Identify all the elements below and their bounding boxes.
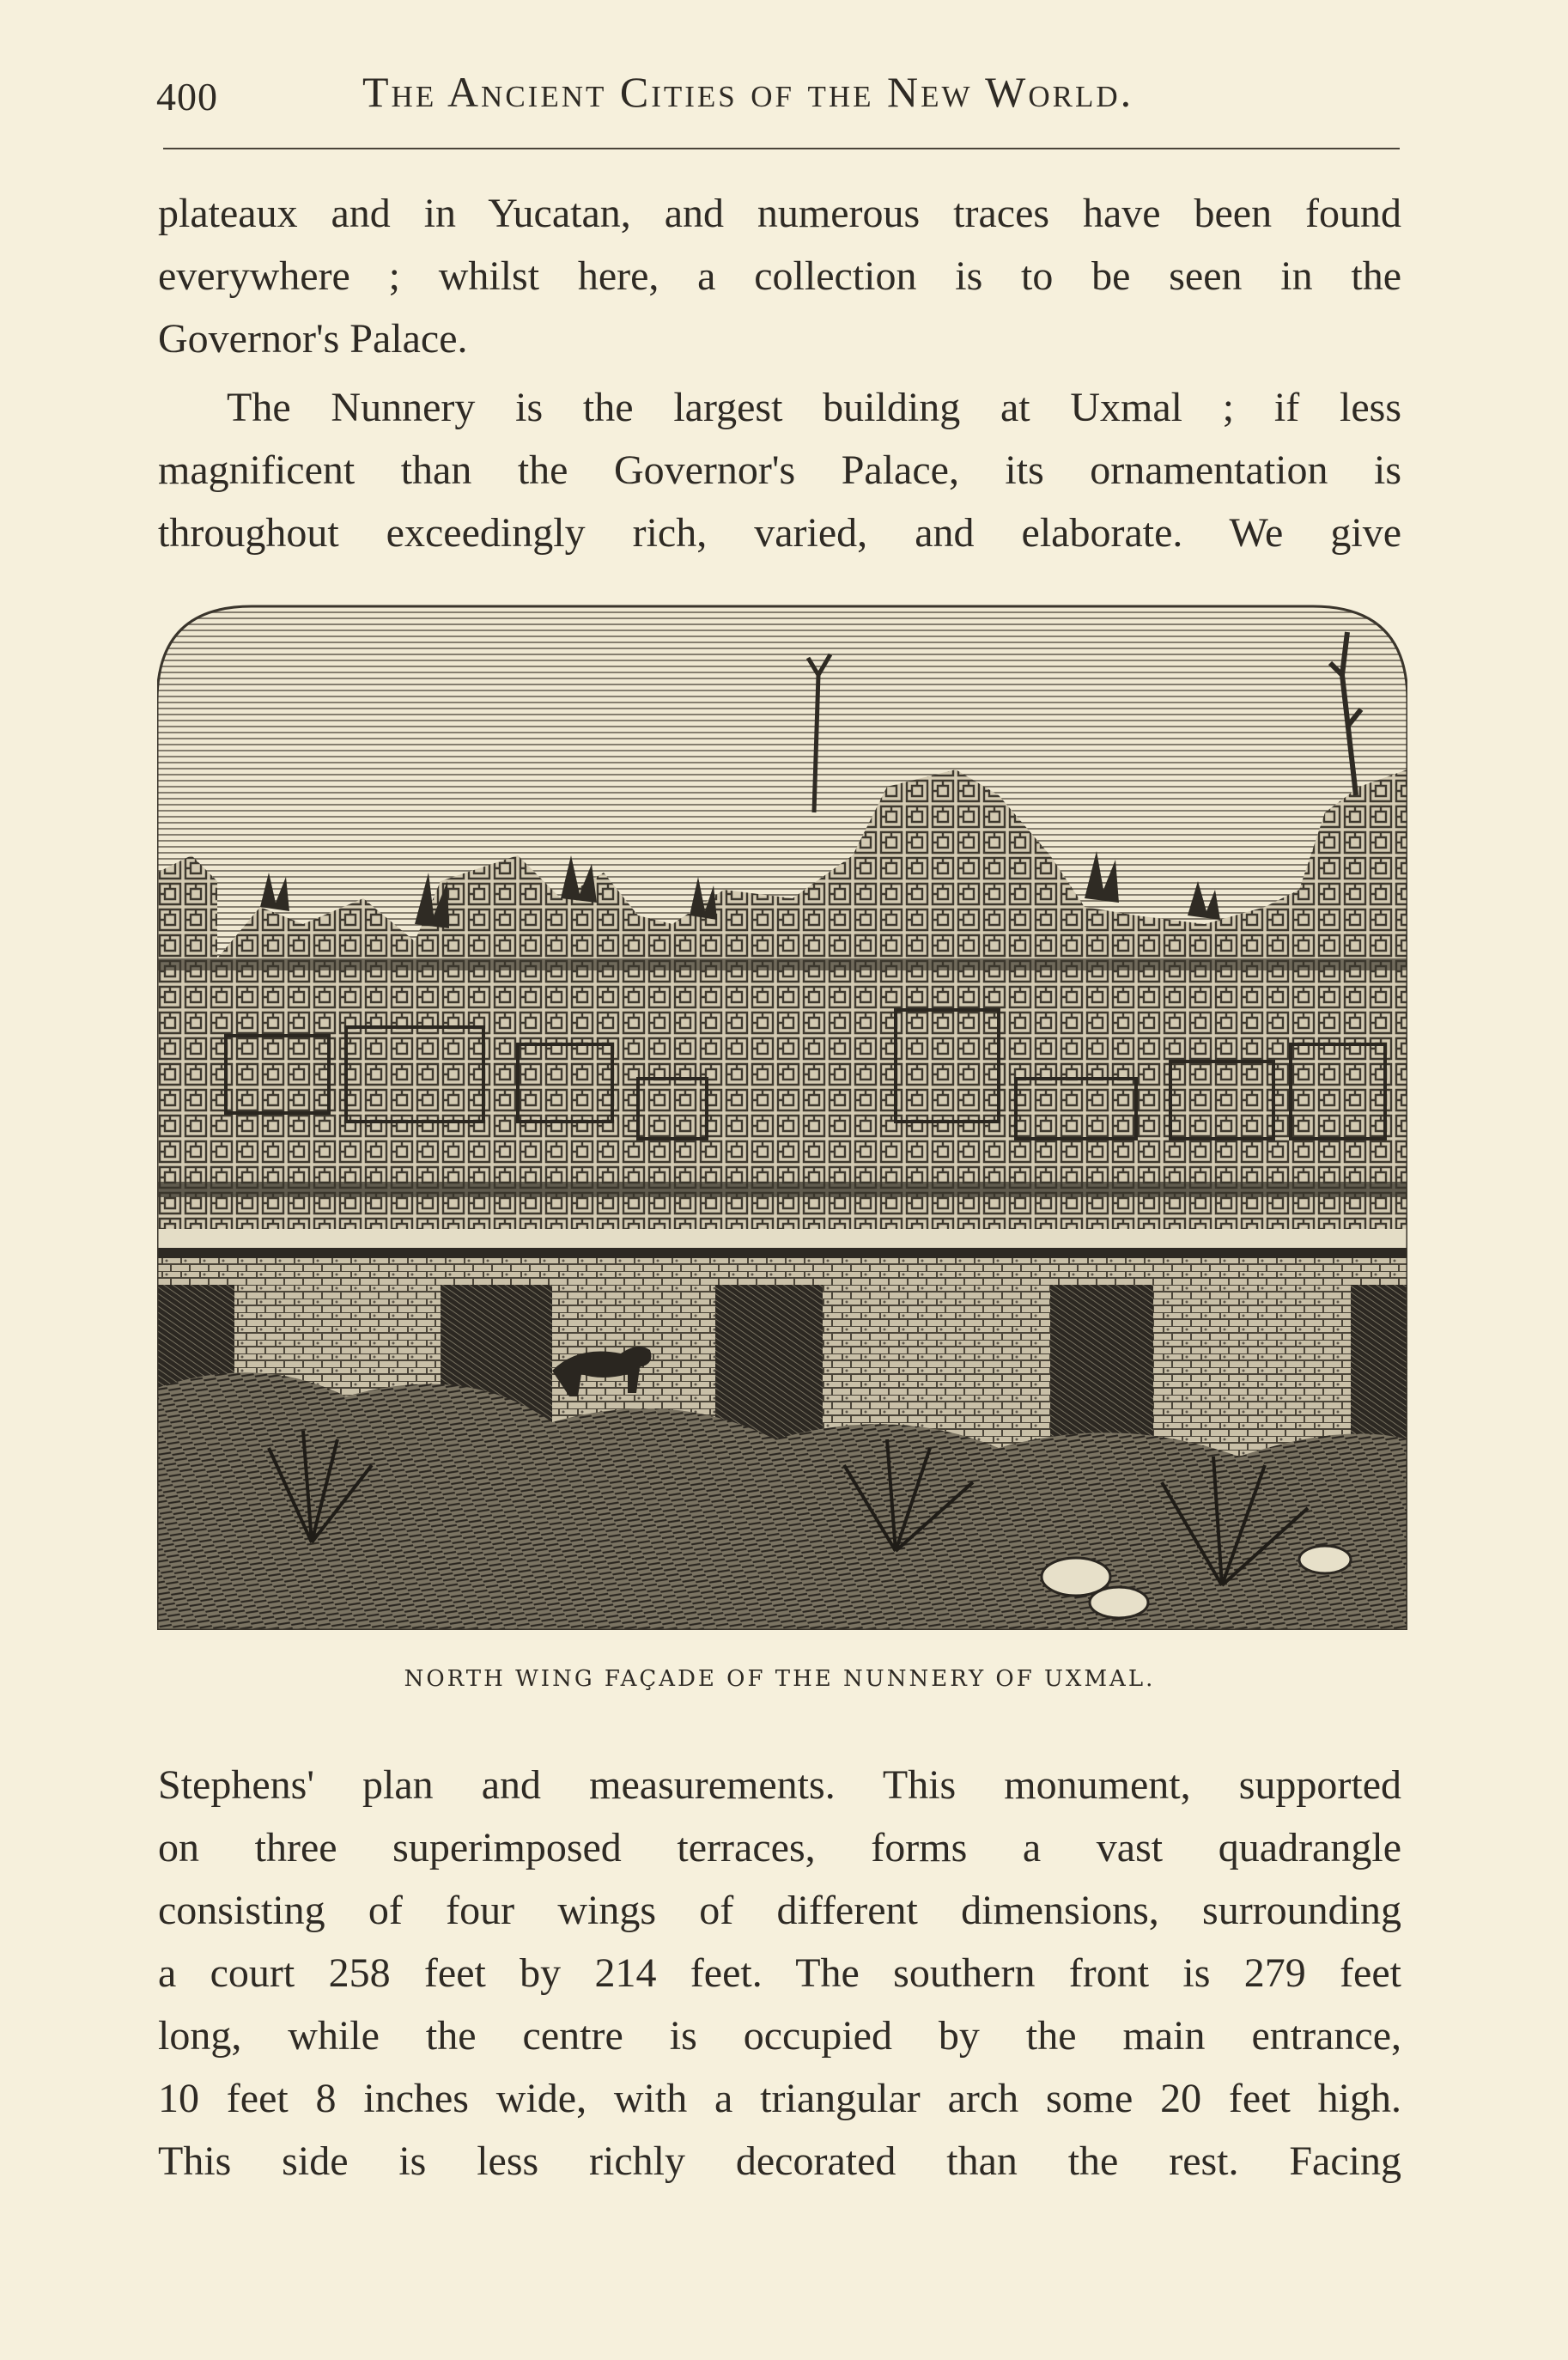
running-header (156, 62, 1410, 131)
running-title: The Ancient Cities of the New World. (362, 68, 1134, 116)
paragraph-bottom (158, 1754, 1401, 2193)
paragraph-nunnery (158, 376, 1401, 564)
text-line: This side is less richly decorated than the rest. Facing (158, 2138, 1401, 2184)
engraving-illustration (157, 598, 1407, 1630)
text-line: 10 feet 8 inches wide, with a triangular arch some 20 feet high. (158, 2076, 1401, 2121)
header-rule (163, 148, 1400, 149)
text-line: The Nunnery is the largest building at Uxmal ; if less (227, 385, 1401, 430)
text-line: a court 258 feet by 214 feet. The southern front is 279 feet (158, 1950, 1401, 1996)
text-line: magnificent than the Governor's Palace, its ornamentation is (158, 447, 1401, 493)
text-line: consisting of four wings of different dimensions, surrounding (158, 1888, 1401, 1933)
page-number: 400 (156, 75, 218, 119)
text-line: on three superimposed terraces, forms a vast quadrangle (158, 1825, 1401, 1870)
text-line: Governor's Palace. (158, 316, 468, 362)
text-line: throughout exceedingly rich, varied, and elaborate. We give (158, 510, 1401, 556)
text-line: plateaux and in Yucatan, and numerous traces have been found (158, 191, 1401, 236)
figure-caption: NORTH WING FAÇADE OF THE NUNNERY OF UXMAL. (404, 1666, 1156, 1692)
text-line: everywhere ; whilst here, a collection is to be seen in the (158, 253, 1401, 299)
text-line: long, while the centre is occupied by the main entrance, (158, 2013, 1401, 2059)
paragraph-top (158, 182, 1401, 370)
text-line: Stephens' plan and measurements. This monument, supported (158, 1762, 1401, 1808)
